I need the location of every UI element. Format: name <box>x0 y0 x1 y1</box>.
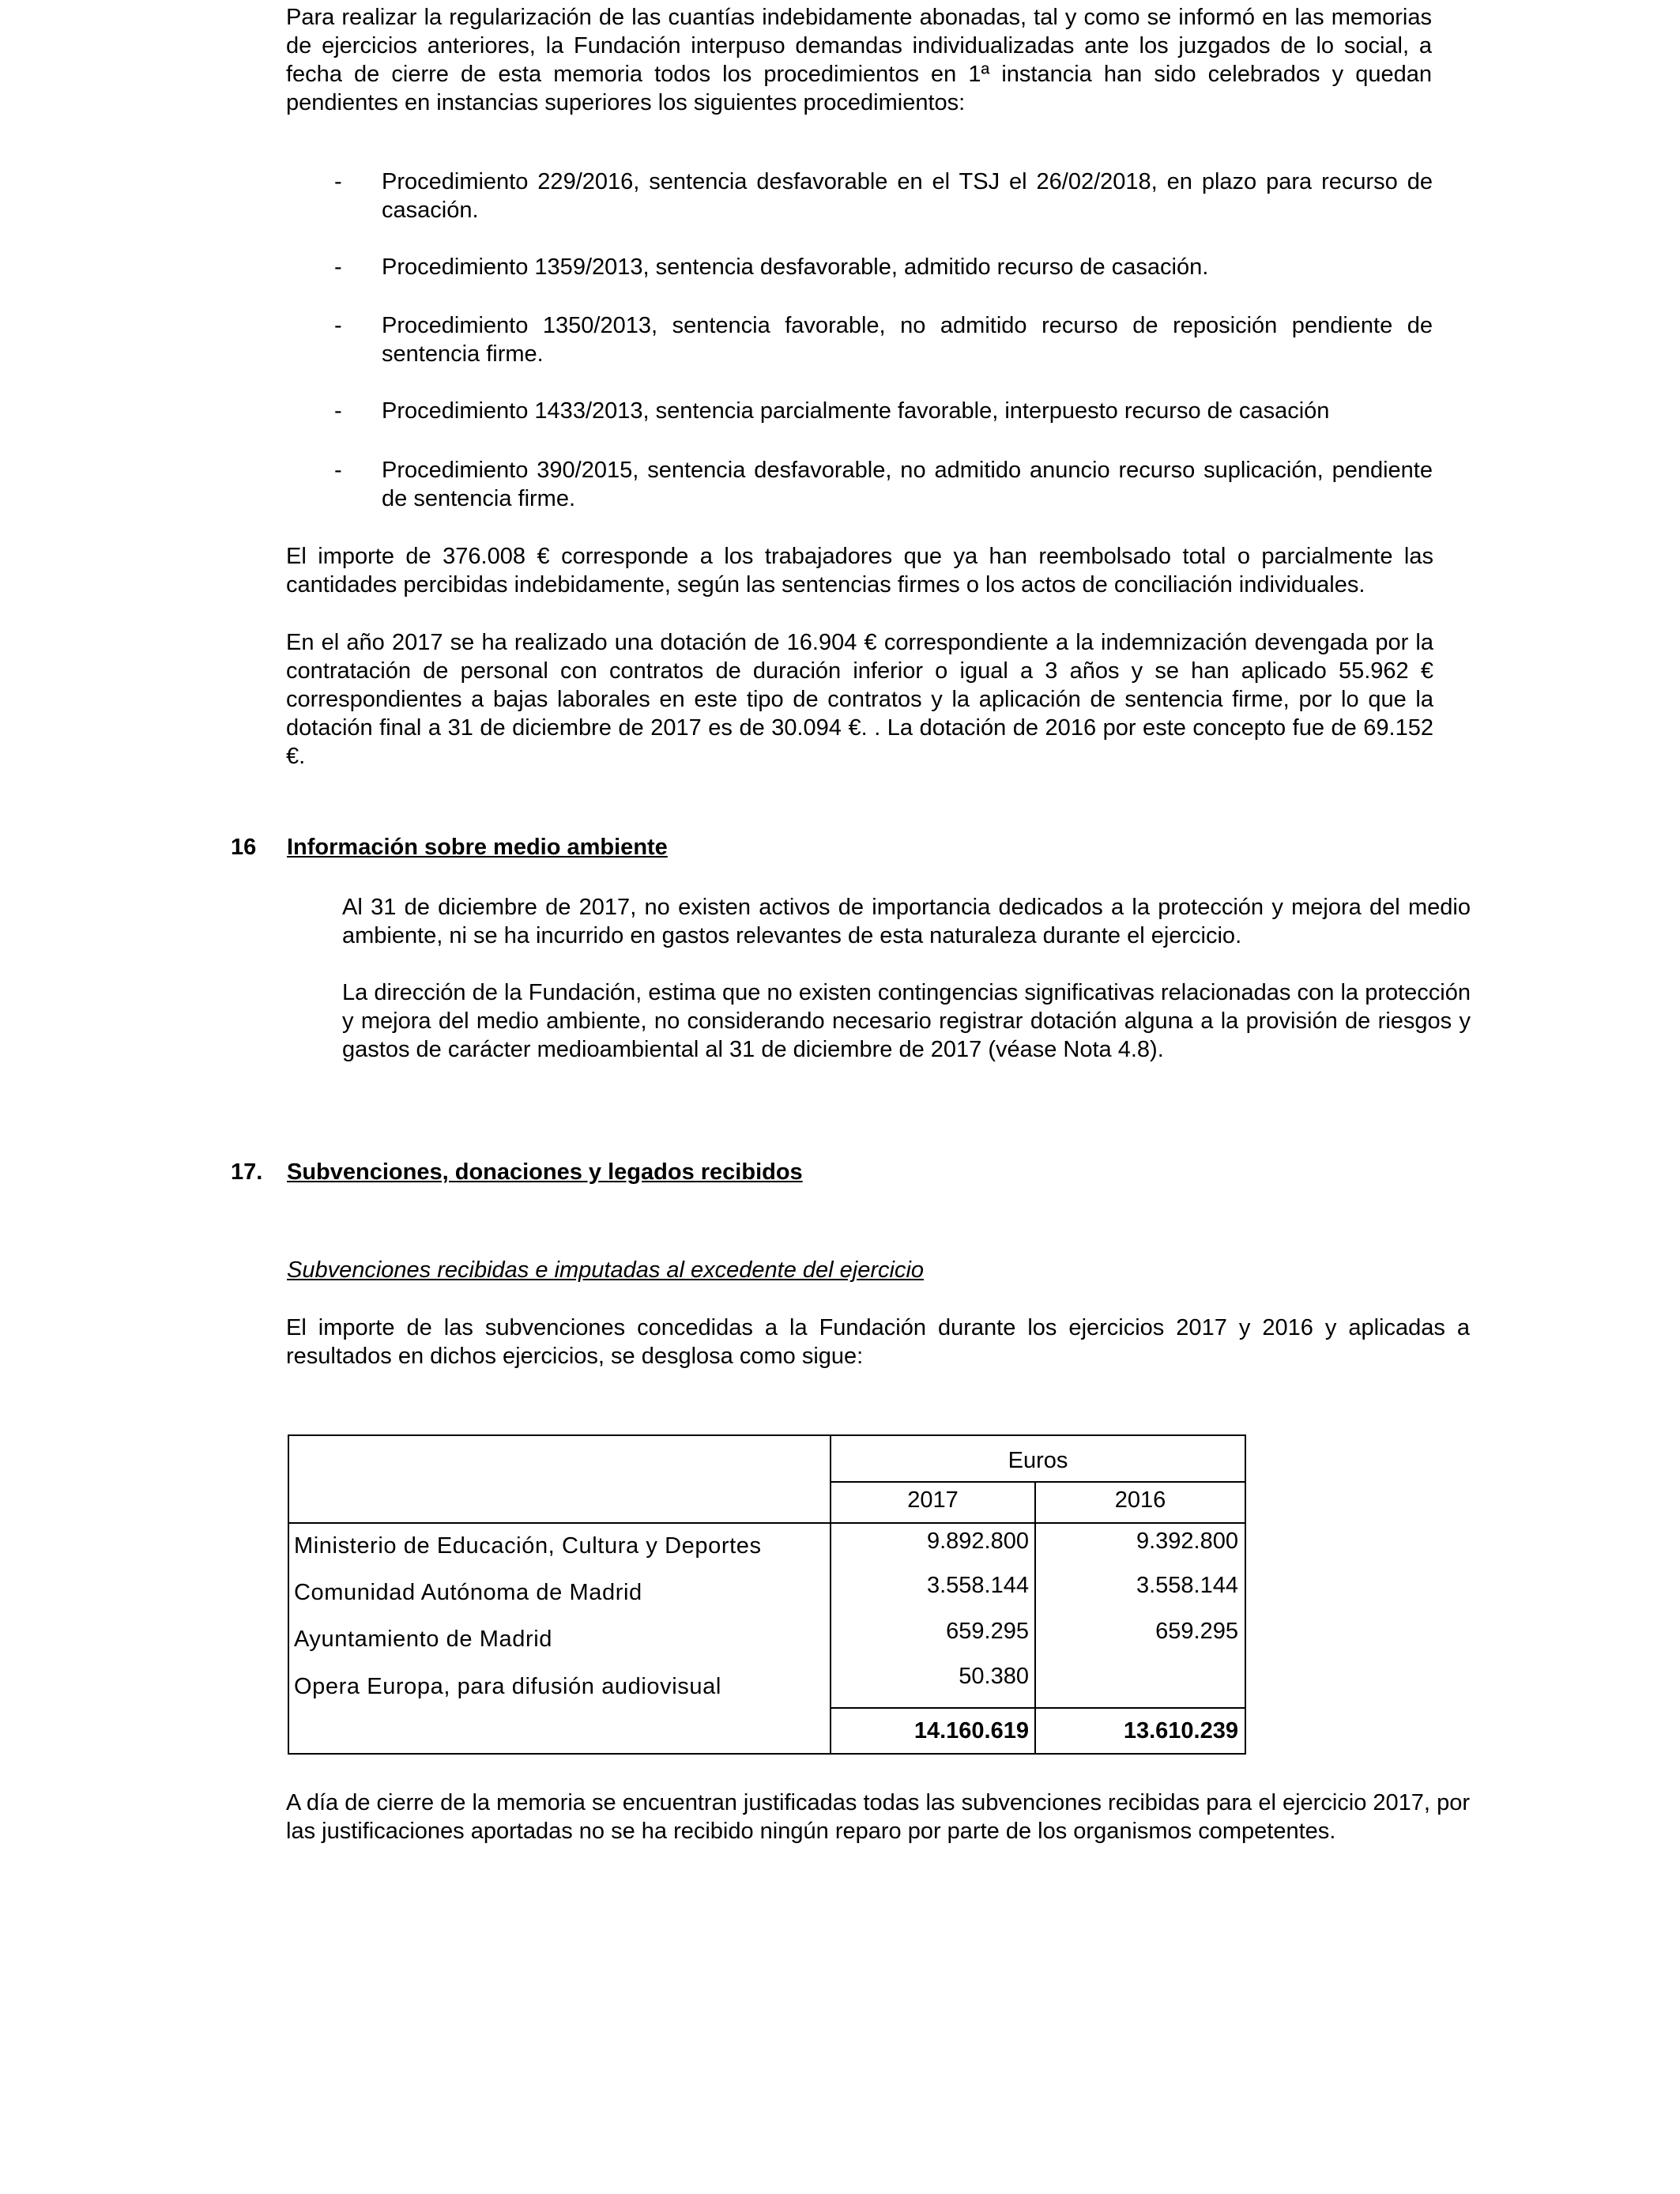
procedure-dash: - <box>334 254 342 280</box>
subsidies-subheading: Subvenciones recibidas e imputadas al excedente del ejercicio <box>287 1257 925 1283</box>
subsidies-intro: El importe de las subvenciones concedidas a la Fundación durante los ejercicios 2017 y 2016 y aplicadas a resultados en dichos ejercicios, se desglosa como sigue: <box>286 1315 1470 1369</box>
year-header: 2016 <box>1114 1487 1166 1513</box>
procedure-item: Procedimiento 229/2016, sentencia desfavorable en el TSJ el 26/02/2018, en plazo para recurso de casación. <box>382 169 1433 223</box>
currency-header: Euros <box>1008 1448 1068 1473</box>
table-cell-2017: 9.892.800 <box>926 1529 1029 1554</box>
table-total-2017: 14.160.619 <box>913 1718 1029 1744</box>
table-rule <box>830 1481 1245 1483</box>
procedure-dash: - <box>334 398 342 424</box>
table-total-2016: 13.610.239 <box>1123 1718 1238 1744</box>
subsidies-table <box>288 1434 1246 1755</box>
table-rule <box>830 1707 1245 1709</box>
environment-paragraph: La dirección de la Fundación, estima que no existen contingencias significativas relacionadas con la protección y mejora del medio ambiente, no considerando necesario registrar dotación alguna a la provisión de riesgos y gastos de carácter medioambiental al 31 de diciembre de 2017 (véase Nota 4.8). <box>342 980 1471 1062</box>
table-cell-2017: 659.295 <box>946 1619 1029 1644</box>
section-16-heading <box>231 833 668 861</box>
table-cell-2016: 659.295 <box>1155 1619 1238 1644</box>
procedure-dash: - <box>334 169 342 194</box>
table-rule <box>289 1522 1245 1524</box>
section-title: Subvenciones, donaciones y legados recibidos <box>287 1159 803 1185</box>
reimbursement-paragraph: El importe de 376.008 € corresponde a los trabajadores que ya han reembolsado total o parcialmente las cantidades percibidas indebidamente, según las sentencias firmes o los actos de conciliación individuales. <box>286 544 1433 598</box>
table-row-label: Ministerio de Educación, Cultura y Deportes <box>294 1533 762 1559</box>
closing-paragraph: A día de cierre de la memoria se encuentran justificadas todas las subvenciones recibidas para el ejercicio 2017, por las justificaciones aportadas no se ha recibido ningún reparo por parte de los organismos competentes. <box>286 1790 1470 1844</box>
section-17-heading <box>231 1158 803 1186</box>
procedure-dash: - <box>334 313 342 338</box>
section-number: 16 <box>231 835 257 860</box>
environment-paragraph: Al 31 de diciembre de 2017, no existen activos de importancia dedicados a la protección y mejora del medio ambiente, ni se ha incurrido en gastos relevantes de esta naturaleza durante el ejercicio. <box>342 895 1471 948</box>
table-cell-2016: 9.392.800 <box>1136 1529 1238 1554</box>
table-row-label: Opera Europa, para difusión audiovisual <box>294 1674 721 1699</box>
year-header: 2017 <box>907 1487 959 1513</box>
table-row-label: Comunidad Autónoma de Madrid <box>294 1580 642 1605</box>
procedure-item: Procedimiento 1433/2013, sentencia parcialmente favorable, interpuesto recurso de casación <box>382 398 1330 424</box>
table-cell-2017: 3.558.144 <box>926 1573 1029 1598</box>
table-cell-2017: 50.380 <box>959 1664 1029 1689</box>
table-row-label: Ayuntamiento de Madrid <box>294 1627 553 1652</box>
procedure-item: Procedimiento 1359/2013, sentencia desfavorable, admitido recurso de casación. <box>382 254 1209 280</box>
procedure-dash: - <box>334 458 342 483</box>
procedure-item: Procedimiento 390/2015, sentencia desfavorable, no admitido anuncio recurso suplicación, pendiente de sentencia firme. <box>382 458 1433 511</box>
intro-paragraph: Para realizar la regularización de las cuantías indebidamente abonadas, tal y como se informó en las memorias de ejercicios anteriores, la Fundación interpuso demandas individualizadas ante los juzgados de lo social, a fecha de cierre de esta memoria todos los procedimientos en 1ª instancia han sido celebrados y quedan pendientes en instancias superiores los siguientes procedimientos: <box>286 5 1432 115</box>
section-title: Información sobre medio ambiente <box>287 835 668 860</box>
procedure-item: Procedimiento 1350/2013, sentencia favorable, no admitido recurso de reposición pendiente de sentencia firme. <box>382 313 1433 367</box>
provision-paragraph: En el año 2017 se ha realizado una dotación de 16.904 € correspondiente a la indemnización devengada por la contratación de personal con contratos de duración inferior o igual a 3 años y se han aplicado 55.962 € correspondientes a bajas laborales en este tipo de contratos y la aplicación de sentencia firme, por lo que la dotación final a 31 de diciembre de 2017 es de 30.094 €. . La dotación de 2016 por este concepto fue de 69.152 €. <box>286 630 1433 769</box>
table-cell-2016: 3.558.144 <box>1136 1573 1238 1598</box>
section-number: 17. <box>231 1159 263 1185</box>
